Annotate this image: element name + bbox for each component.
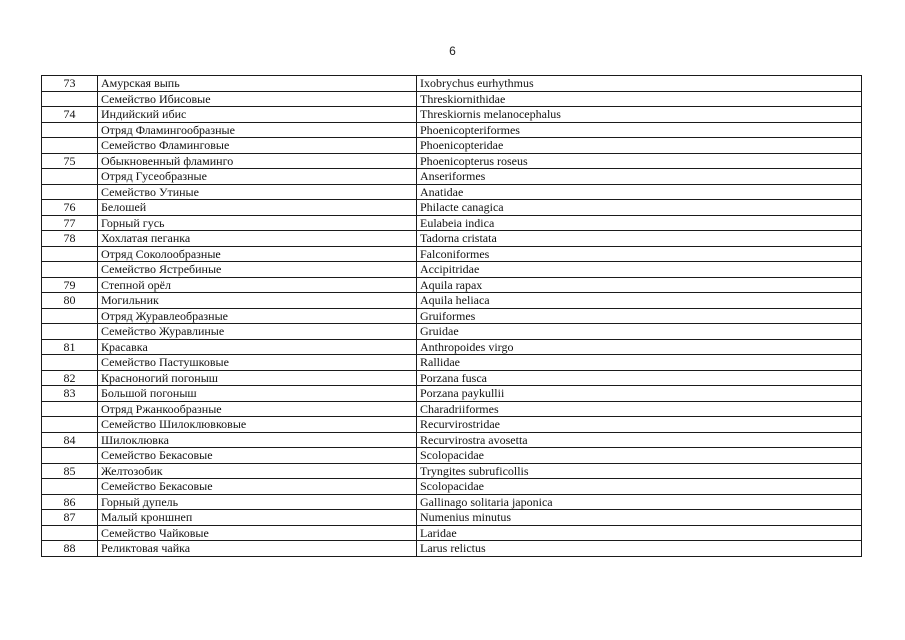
- page-number: 6: [449, 44, 456, 58]
- latin-name-cell: Gallinago solitaria japonica: [417, 494, 862, 510]
- table-row: [42, 355, 862, 371]
- table-row: [42, 510, 862, 526]
- russian-name-cell: Семейство Ястребиные: [98, 262, 417, 278]
- row-number-cell: 76: [42, 200, 98, 216]
- latin-name-cell: Recurvirostridae: [417, 417, 862, 433]
- russian-name-cell: Красавка: [98, 339, 417, 355]
- row-number-cell: 74: [42, 107, 98, 123]
- table-row: [42, 200, 862, 216]
- latin-name-cell: Phoenicopterus roseus: [417, 153, 862, 169]
- russian-name-cell: Желтозобик: [98, 463, 417, 479]
- row-number-cell: [42, 91, 98, 107]
- russian-name-cell: Реликтовая чайка: [98, 541, 417, 557]
- row-number-cell: 73: [42, 76, 98, 92]
- row-number-cell: 75: [42, 153, 98, 169]
- row-number-cell: [42, 262, 98, 278]
- russian-name-cell: Индийский ибис: [98, 107, 417, 123]
- table-row: [42, 76, 862, 92]
- row-number-cell: [42, 169, 98, 185]
- russian-name-cell: Белошей: [98, 200, 417, 216]
- table-row: [42, 386, 862, 402]
- russian-name-cell: Семейство Шилоклювковые: [98, 417, 417, 433]
- table-row: [42, 246, 862, 262]
- table-row: [42, 308, 862, 324]
- table-row: [42, 324, 862, 340]
- row-number-cell: 80: [42, 293, 98, 309]
- russian-name-cell: Малый кроншнеп: [98, 510, 417, 526]
- row-number-cell: 86: [42, 494, 98, 510]
- russian-name-cell: Отряд Фламингообразные: [98, 122, 417, 138]
- latin-name-cell: Charadriiformes: [417, 401, 862, 417]
- species-table: [41, 75, 862, 557]
- table-row: [42, 184, 862, 200]
- row-number-cell: [42, 138, 98, 154]
- latin-name-cell: Porzana paykullii: [417, 386, 862, 402]
- table-row: [42, 153, 862, 169]
- table-row: [42, 525, 862, 541]
- row-number-cell: [42, 308, 98, 324]
- russian-name-cell: Шилоклювка: [98, 432, 417, 448]
- row-number-cell: 87: [42, 510, 98, 526]
- row-number-cell: [42, 324, 98, 340]
- row-number-cell: [42, 448, 98, 464]
- latin-name-cell: Phoenicopteridae: [417, 138, 862, 154]
- table-row: [42, 138, 862, 154]
- latin-name-cell: Gruidae: [417, 324, 862, 340]
- row-number-cell: [42, 184, 98, 200]
- latin-name-cell: Ixobrychus eurhythmus: [417, 76, 862, 92]
- russian-name-cell: Амурская выпь: [98, 76, 417, 92]
- table-row: [42, 91, 862, 107]
- latin-name-cell: Eulabeia indica: [417, 215, 862, 231]
- row-number-cell: [42, 417, 98, 433]
- russian-name-cell: Семейство Бекасовые: [98, 448, 417, 464]
- latin-name-cell: Tadorna cristata: [417, 231, 862, 247]
- russian-name-cell: Семейство Чайковые: [98, 525, 417, 541]
- row-number-cell: 78: [42, 231, 98, 247]
- latin-name-cell: Falconiformes: [417, 246, 862, 262]
- table-row: [42, 541, 862, 557]
- latin-name-cell: Threskiornithidae: [417, 91, 862, 107]
- russian-name-cell: Семейство Бекасовые: [98, 479, 417, 495]
- table-row: [42, 479, 862, 495]
- latin-name-cell: Larus relictus: [417, 541, 862, 557]
- row-number-cell: 77: [42, 215, 98, 231]
- latin-name-cell: Tryngites subruficollis: [417, 463, 862, 479]
- row-number-cell: 83: [42, 386, 98, 402]
- russian-name-cell: Отряд Соколообразные: [98, 246, 417, 262]
- russian-name-cell: Семейство Фламинговые: [98, 138, 417, 154]
- latin-name-cell: Accipitridae: [417, 262, 862, 278]
- latin-name-cell: Gruiformes: [417, 308, 862, 324]
- latin-name-cell: Rallidae: [417, 355, 862, 371]
- russian-name-cell: Хохлатая пеганка: [98, 231, 417, 247]
- table-row: [42, 293, 862, 309]
- row-number-cell: 84: [42, 432, 98, 448]
- latin-name-cell: Aquila rapax: [417, 277, 862, 293]
- table-row: [42, 432, 862, 448]
- russian-name-cell: Отряд Гусеобразные: [98, 169, 417, 185]
- table-row: [42, 122, 862, 138]
- russian-name-cell: Семейство Ибисовые: [98, 91, 417, 107]
- russian-name-cell: Степной орёл: [98, 277, 417, 293]
- row-number-cell: [42, 401, 98, 417]
- species-table-body: [42, 76, 862, 557]
- latin-name-cell: Scolopacidae: [417, 479, 862, 495]
- latin-name-cell: Anseriformes: [417, 169, 862, 185]
- row-number-cell: [42, 525, 98, 541]
- table-row: [42, 401, 862, 417]
- table-row: [42, 494, 862, 510]
- russian-name-cell: Горный гусь: [98, 215, 417, 231]
- latin-name-cell: Anatidae: [417, 184, 862, 200]
- russian-name-cell: Отряд Ржанкообразные: [98, 401, 417, 417]
- russian-name-cell: Большой погоныш: [98, 386, 417, 402]
- russian-name-cell: Красноногий погоныш: [98, 370, 417, 386]
- russian-name-cell: Горный дупель: [98, 494, 417, 510]
- row-number-cell: [42, 122, 98, 138]
- russian-name-cell: Могильник: [98, 293, 417, 309]
- latin-name-cell: Laridae: [417, 525, 862, 541]
- latin-name-cell: Threskiornis melanocephalus: [417, 107, 862, 123]
- table-row: [42, 417, 862, 433]
- row-number-cell: 82: [42, 370, 98, 386]
- latin-name-cell: Philacte canagica: [417, 200, 862, 216]
- russian-name-cell: Обыкновенный фламинго: [98, 153, 417, 169]
- russian-name-cell: Семейство Журавлиные: [98, 324, 417, 340]
- row-number-cell: [42, 479, 98, 495]
- russian-name-cell: Отряд Журавлеобразные: [98, 308, 417, 324]
- row-number-cell: 85: [42, 463, 98, 479]
- row-number-cell: [42, 246, 98, 262]
- table-row: [42, 169, 862, 185]
- table-row: [42, 370, 862, 386]
- latin-name-cell: Numenius minutus: [417, 510, 862, 526]
- table-row: [42, 463, 862, 479]
- row-number-cell: 79: [42, 277, 98, 293]
- table-row: [42, 215, 862, 231]
- russian-name-cell: Семейство Пастушковые: [98, 355, 417, 371]
- row-number-cell: [42, 355, 98, 371]
- row-number-cell: 88: [42, 541, 98, 557]
- latin-name-cell: Aquila heliaca: [417, 293, 862, 309]
- table-row: [42, 231, 862, 247]
- latin-name-cell: Porzana fusca: [417, 370, 862, 386]
- table-row: [42, 277, 862, 293]
- latin-name-cell: Phoenicopteriformes: [417, 122, 862, 138]
- table-row: [42, 448, 862, 464]
- table-row: [42, 339, 862, 355]
- latin-name-cell: Recurvirostra avosetta: [417, 432, 862, 448]
- table-row: [42, 107, 862, 123]
- table-row: [42, 262, 862, 278]
- row-number-cell: 81: [42, 339, 98, 355]
- russian-name-cell: Семейство Утиные: [98, 184, 417, 200]
- latin-name-cell: Anthropoides virgo: [417, 339, 862, 355]
- latin-name-cell: Scolopacidae: [417, 448, 862, 464]
